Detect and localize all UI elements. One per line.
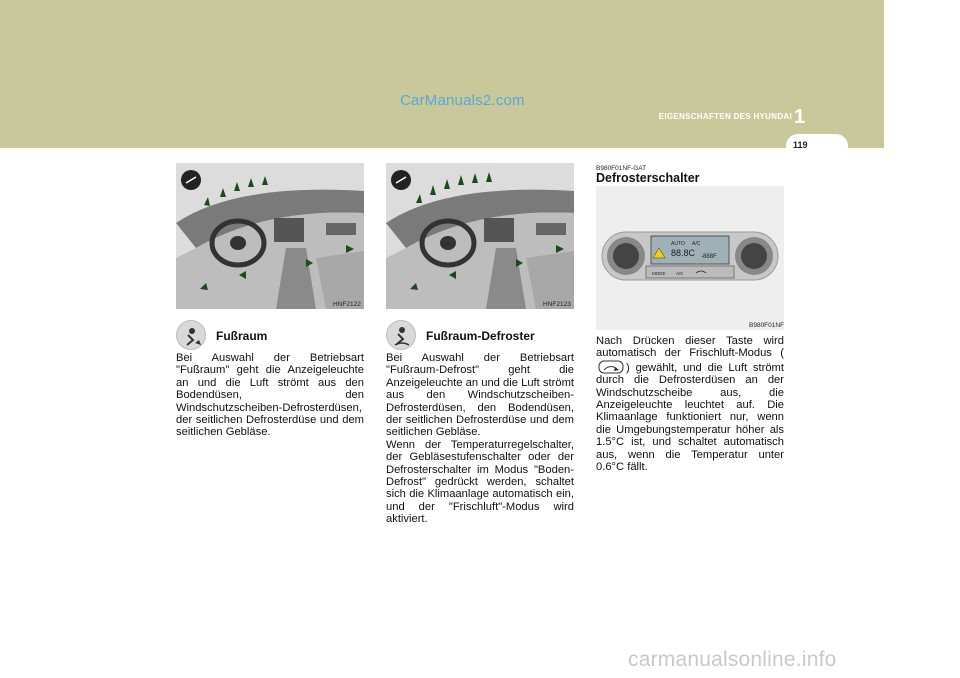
panel-mode-button[interactable]: MODE <box>652 271 666 276</box>
section-title-defrosterschalter: Defrosterschalter <box>596 171 700 185</box>
panel-outside-display: -888F <box>701 254 717 260</box>
section-body-before-icon: Nach Drücken dieser Taste wird automatisch der Frischluft-Modus ( <box>596 335 784 360</box>
section-title-fussraum-defroster: Fußraum-Defroster <box>426 329 535 343</box>
image-caption: HNF2123 <box>543 301 571 308</box>
dashboard-floor-photo <box>176 163 364 309</box>
section-body-part2: Wenn der Temperaturregelschalter, der Gebläsestufenschalter oder der Defrosterschalter im Modus "Boden-Defrost" gedrückt werden, schaltet sich die Klimaanlage automatisch ein, und der "Frischluft"-Modus wird aktiviert. <box>386 438 574 526</box>
panel-auto-label: AUTO <box>671 241 685 247</box>
page-number: 119 <box>793 140 808 150</box>
section-title-fussraum: Fußraum <box>216 329 268 343</box>
floor-vent-icon <box>176 320 206 350</box>
floor-defrost-icon <box>386 320 416 350</box>
panel-ac-button[interactable]: A/C <box>676 271 684 276</box>
image-caption: HNF2122 <box>333 301 361 308</box>
panel-ac-label: A/C <box>692 241 701 247</box>
section-body-part1: Bei Auswahl der Betriebsart "Fußraum-Defrost" geht die Anzeigeleuchte an und die Luft strömt aus den Windschutzscheiben-Defrosterdüsen, den Bodendüsen, der seitlichen Defrosterdüse und dem seitlichen Gebläse. <box>386 352 574 439</box>
section-body-fussraum-defroster <box>386 352 574 526</box>
section-body-after-icon: ) gewählt, und die Luft strömt durch die Defrosterdüsen an der Windschutzscheibe aus, die Anzeigeleuchte leuchtet auf. Die Klimaanlage funktioniert nur, wenn die Umgebungstemperatur höher als 1.5°C ist, und schaltet automatisch aus, wenn die Temperatur unter 0.6°C fällt. <box>596 361 784 474</box>
section-code: B980F01NF-GAT <box>596 165 647 172</box>
dashboard-floor-defrost-photo <box>386 163 574 309</box>
image-caption: B980F01NF <box>749 322 785 329</box>
section-body-defrosterschalter <box>596 335 784 473</box>
site-link[interactable]: CarManuals2.com <box>400 92 525 109</box>
chapter-title: EIGENSCHAFTEN DES HYUNDAI <box>658 112 792 121</box>
climate-control-panel-photo <box>596 186 784 330</box>
page-header-band <box>0 0 884 148</box>
footer-watermark: carmanualsonline.info <box>628 648 837 671</box>
section-body-fussraum: Bei Auswahl der Betriebsart "Fußraum" geht die Anzeigeleuchte an und die Luft strömt aus den Bodendüsen, den Windschutzscheiben-Defrosterdüsen, der seitlichen Defrosterdüse und dem seitlichen Gebläse. <box>176 352 364 439</box>
chapter-number: 1 <box>794 106 806 128</box>
fresh-air-icon <box>596 360 626 374</box>
panel-temp-display: 88.8C <box>671 248 696 258</box>
